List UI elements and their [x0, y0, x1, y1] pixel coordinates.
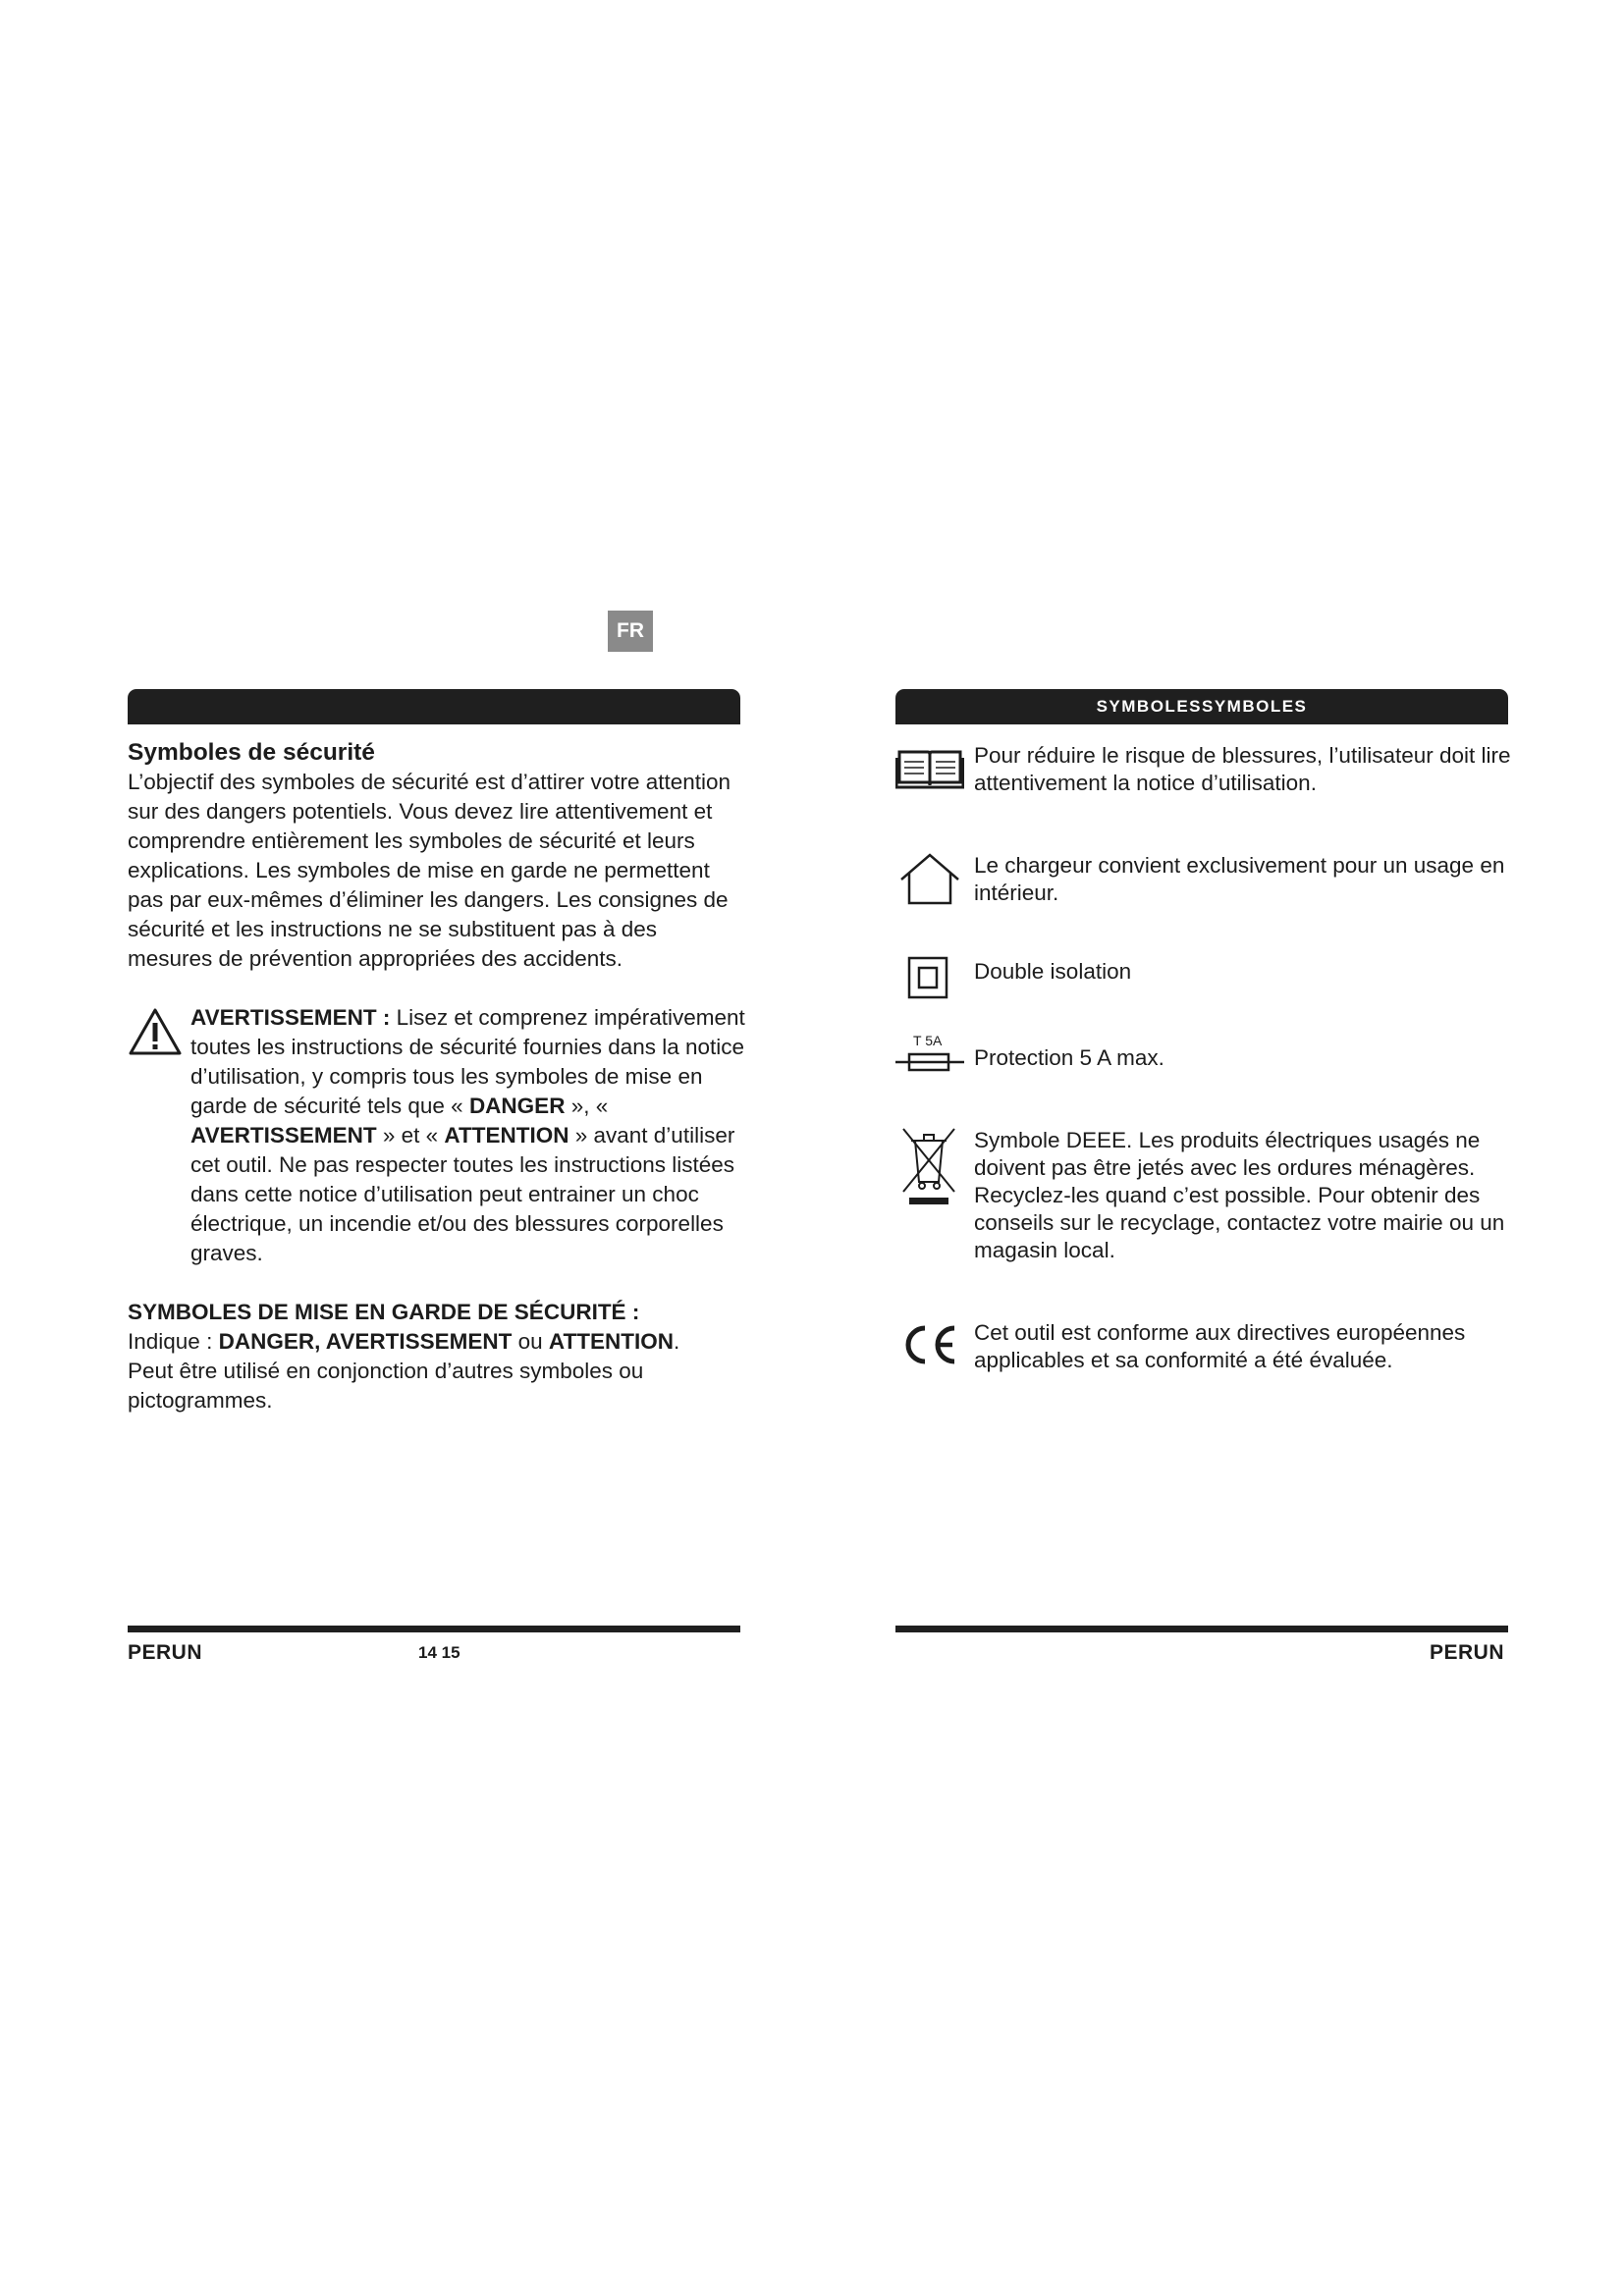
brand-logo-left: PERUN: [128, 1641, 203, 1664]
warning-label: AVERTISSEMENT :: [190, 1005, 391, 1030]
symbol-text: Protection 5 A max.: [974, 1045, 1164, 1070]
danger-avertissement-words: DANGER, AVERTISSEMENT: [218, 1329, 513, 1354]
warning-text-part: » avant d’utiliser cet outil. Ne pas respecter toutes les instructions listées dans cette notice d’utilisation peut entrainer un choc électrique, un incendie et/ou des blessures corporelles graves.: [190, 1123, 735, 1265]
symbol-text: Pour réduire le risque de blessures, l’utilisateur doit lire attentivement la notice d’utilisation.: [974, 743, 1511, 795]
house-icon: [895, 852, 964, 907]
right-header-bar: SYMBOLESSYMBOLES: [895, 689, 1508, 724]
avertissement-word: AVERTISSEMENT: [190, 1123, 377, 1148]
intro-paragraph: L’objectif des symboles de sécurité est d’attirer votre attention sur des dangers potentiels. Vous devez lire attentivement et comprendre entièrement les symboles de sécurité et leurs explications. Les symboles de mise en garde ne permettent pas par eux-mêmes d’éliminer les dangers. Les consignes de sécurité et les instructions ne se substituent pas à des mesures de prévention appropriées des accidents.: [128, 770, 731, 971]
brand-logo-right: PERUN: [1430, 1641, 1505, 1664]
safety-symbols-heading: SYMBOLES DE MISE EN GARDE DE SÉCURITÉ :: [128, 1300, 640, 1324]
fuse-icon: [895, 1050, 964, 1076]
safety-symbols-title: [128, 1298, 746, 1327]
symbol-text: Double isolation: [974, 959, 1132, 984]
double-insulation-icon: [895, 954, 964, 1001]
weee-bin-icon: [895, 1127, 964, 1209]
left-footer-rule: [128, 1626, 740, 1632]
safety-symbols-indicates: [128, 1327, 746, 1357]
fuse-label: T 5A: [913, 1033, 943, 1048]
right-footer-rule: [895, 1626, 1508, 1632]
warning-text-part: », «: [565, 1094, 609, 1118]
symbol-text: Symbole DEEE. Les produits électriques usagés ne doivent pas être jetés avec les ordures ménagères. Recyclez-les quand c’est possible. Pour obtenir des conseils sur le recyclage, contactez votre mairie ou un magasin local.: [974, 1128, 1505, 1262]
ce-mark-icon: [895, 1319, 964, 1370]
left-column: [128, 738, 746, 1415]
section-title: Symboles de sécurité: [128, 739, 375, 766]
symbol-text: Cet outil est conforme aux directives européennes applicables et sa conformité a été évaluée.: [974, 1320, 1466, 1372]
ou-text: ou: [512, 1329, 549, 1354]
language-badge: FR: [608, 611, 653, 652]
indique-text: Indique :: [128, 1329, 219, 1354]
warning-triangle-icon: [128, 1007, 183, 1056]
symbol-text: Le chargeur convient exclusivement pour un usage en intérieur.: [974, 853, 1505, 905]
manual-book-icon: [895, 746, 964, 791]
warning-text-part: Lisez et comprenez impérativement toutes les instructions de sécurité fournies dans la notice d’utilisation, y compris tous les symboles de mise en garde de sécurité tels que «: [190, 1005, 745, 1118]
safety-symbols-note: Peut être utilisé en conjonction d’autres symboles ou pictogrammes.: [128, 1359, 644, 1413]
safety-symbols-block: [128, 1298, 746, 1415]
left-header-bar: [128, 689, 740, 724]
warning-text-part: » et «: [376, 1123, 445, 1148]
attention-word-2: ATTENTION: [548, 1329, 674, 1354]
page-number: 14 15: [418, 1643, 460, 1662]
warning-block: [128, 1003, 746, 1268]
danger-word: DANGER: [468, 1094, 566, 1118]
warning-text: [190, 1003, 746, 1268]
attention-word: ATTENTION: [444, 1123, 569, 1148]
period: .: [673, 1329, 680, 1354]
